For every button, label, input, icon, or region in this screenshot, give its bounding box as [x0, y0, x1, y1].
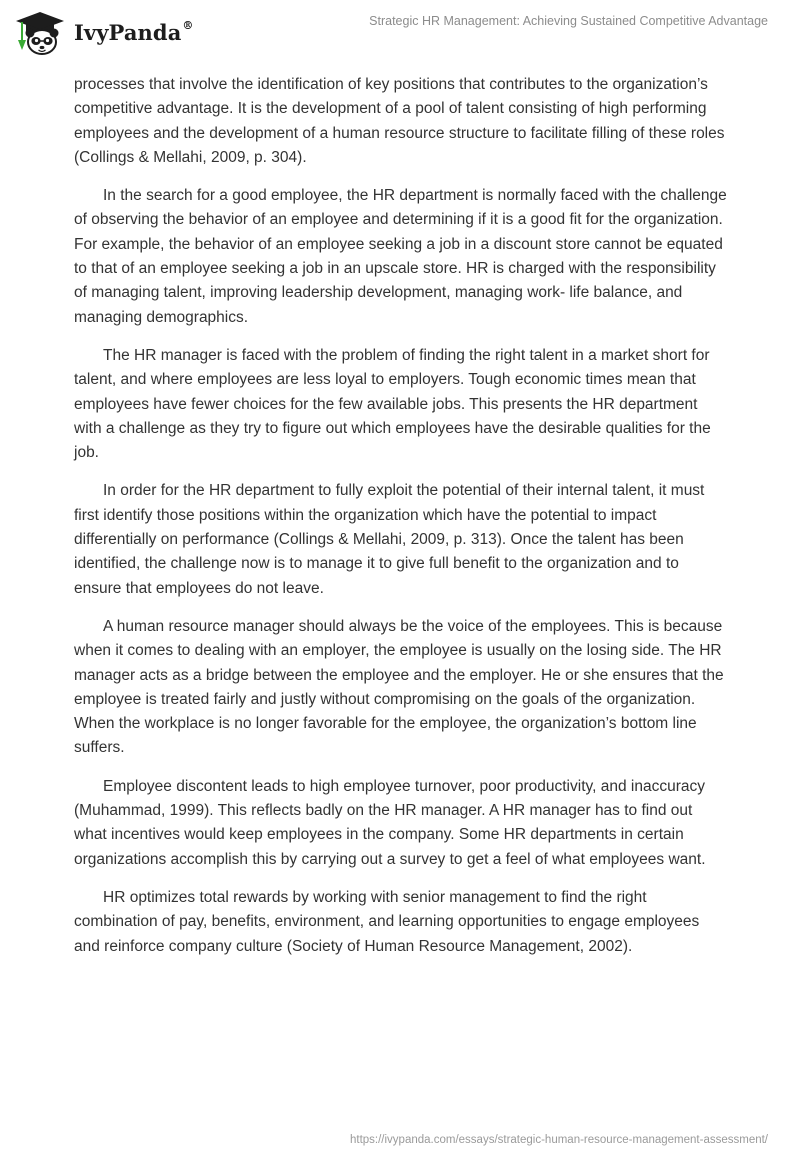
document-title: Strategic HR Management: Achieving Sustained Competitive Advantage: [369, 14, 768, 28]
essay-body: [74, 73, 729, 973]
paragraph: The HR manager is faced with the problem of finding the right talent in a market short for talent, and where employees are less loyal to employers. Tough economic times mean that employees have fewer choices for the few available jobs. This presents the HR department with a challenge as they try to figure out which employees have the desirable qualities for the job.: [74, 346, 711, 462]
page-header: [0, 0, 800, 64]
paragraph: Employee discontent leads to high employee turnover, poor productivity, and inaccuracy (Muhammad, 1999). This reflects badly on the HR manager. A HR manager has to find out what incentives would keep employees in the company. Some HR departments in certain organizations accomplish this by carrying out a survey to get a feel of what employees want.: [74, 777, 706, 868]
paragraph: processes that involve the identification of key positions that contributes to the organization’s competitive advantage. It is the development of a pool of talent consisting of high performing employees and the development of a human resource structure to facilitate filling of these roles (Collings & Mellahi, 2009, p. 304).: [74, 76, 725, 166]
registered-mark: ®: [182, 18, 194, 32]
panda-graduation-cap-icon: [14, 10, 66, 56]
source-url-link[interactable]: https://ivypanda.com/essays/strategic-human-resource-management-assessment/: [349, 1134, 768, 1146]
paragraph: A human resource manager should always be the voice of the employees. This is because when it comes to dealing with an employer, the employee is usually on the losing side. The HR manager acts as a bridge between the employee and the employer. He or she ensures that the employee is treated fairly and justly without compromising on the goals of the organization. When the workplace is no longer favorable for the employee, the organization’s bottom line suffers.: [74, 617, 724, 757]
paragraph: In the search for a good employee, the HR department is normally faced with the challenge of observing the behavior of an employee and determining if it is a good fit for the organization. For example, the behavior of an employee seeking a job in a discount store cannot be equated to that of an employee seeking a job in an upscale store. HR is charged with the responsibility of managing talent, improving leadership development, managing work- life balance, and managing demographics.: [74, 187, 727, 326]
brand-logo[interactable]: [14, 8, 194, 58]
brand-name: IvyPanda®: [74, 18, 194, 45]
paragraph: In order for the HR department to fully exploit the potential of their internal talent, it must first identify those positions within the organization which have the potential to impact differentially on performance (Collings & Mellahi, 2009, p. 313). Once the talent has been identified, the challenge now is to manage it to give full benefit to the organization and to ensure that employees do not leave.: [74, 482, 705, 597]
paragraph: HR optimizes total rewards by working with senior management to find the right combination of pay, benefits, environment, and learning opportunities to engage employees and reinforce company culture (Society of Human Resource Management, 2002).: [74, 888, 700, 955]
